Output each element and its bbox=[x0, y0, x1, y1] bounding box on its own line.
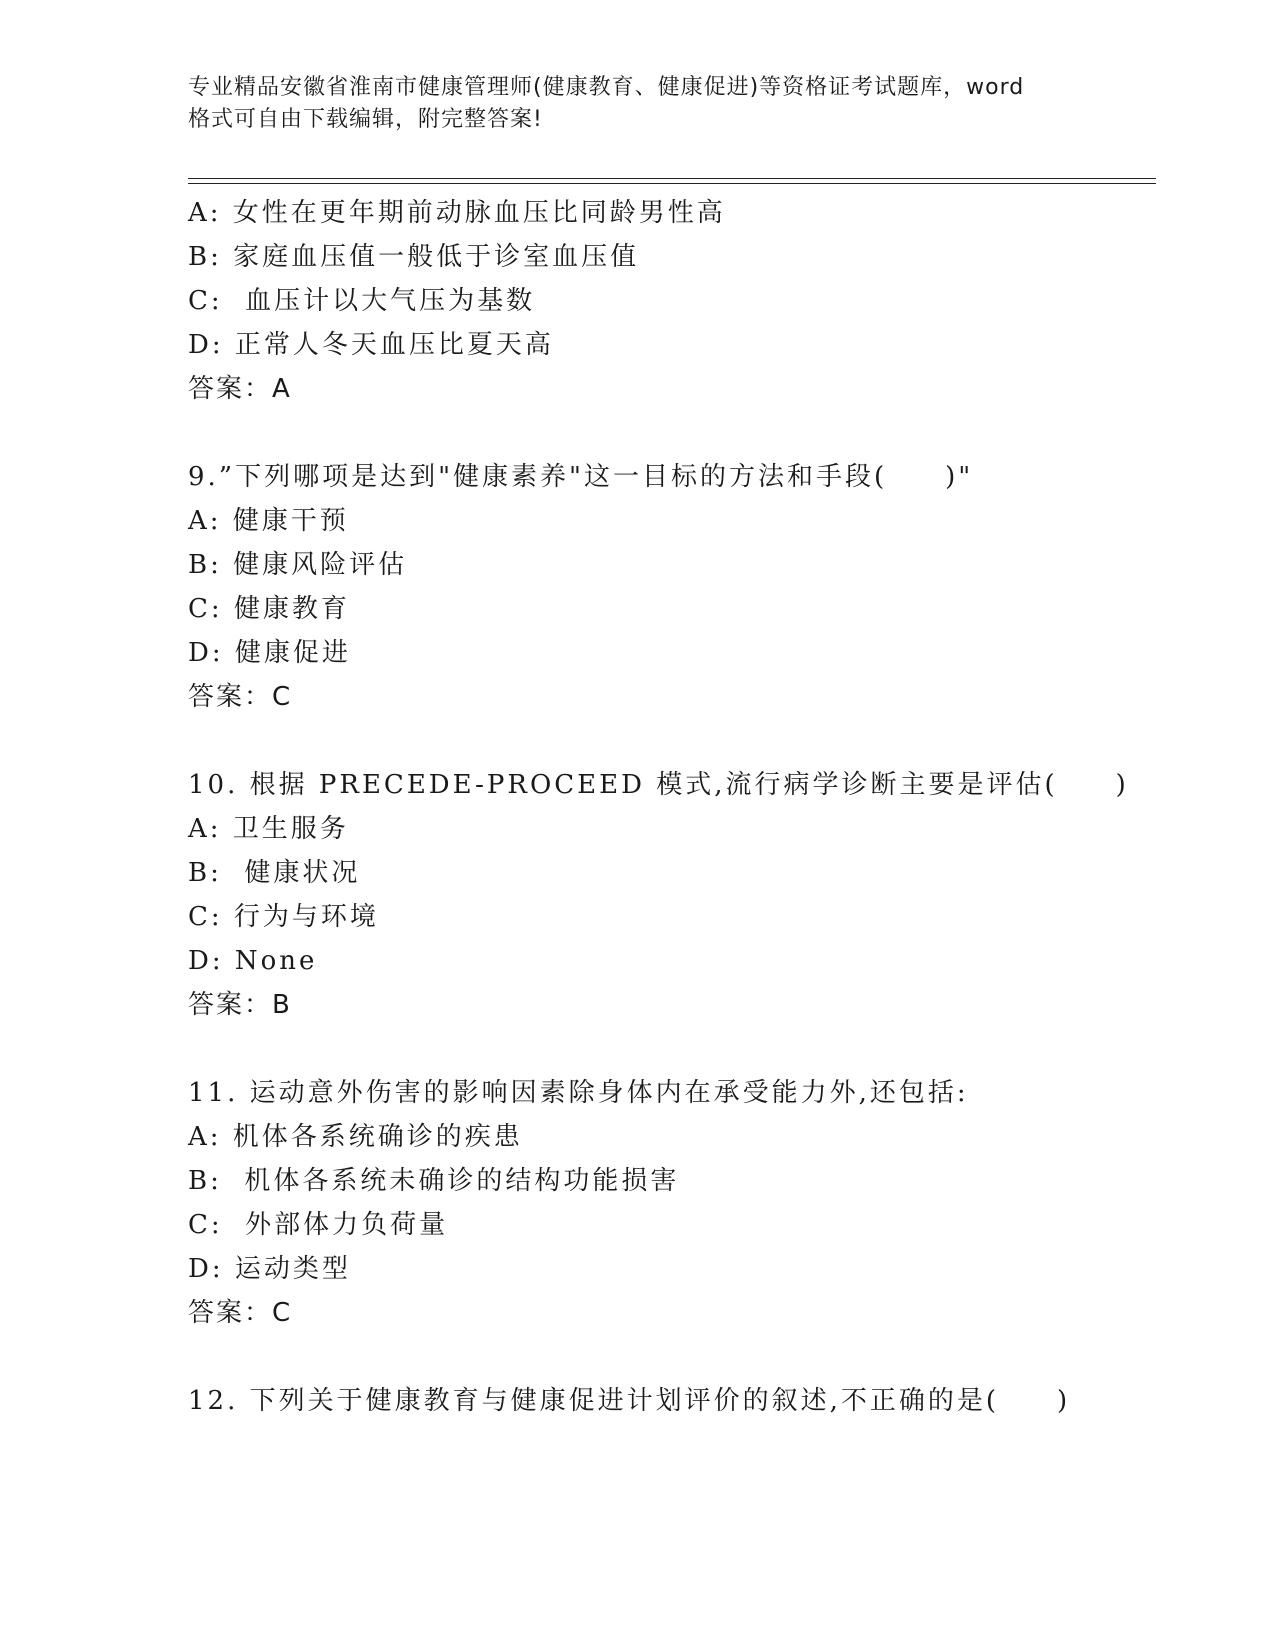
header-line-1: 专业精品安徽省淮南市健康管理师(健康教育、健康促进)等资格证考试题库，word bbox=[188, 75, 1025, 100]
header-divider-top bbox=[188, 178, 1156, 179]
q9-answer: 答案：C bbox=[188, 682, 293, 712]
q9-option-c: C: 健康教育 bbox=[188, 594, 350, 624]
q8-answer: 答案：A bbox=[188, 374, 292, 404]
q8-option-c: C: 血压计以大气压为基数 bbox=[188, 286, 536, 316]
q9-option-b: B: 健康风险评估 bbox=[188, 550, 408, 580]
q11-stem: 11. 运动意外伤害的影响因素除身体内在承受能力外,还包括: bbox=[188, 1078, 969, 1108]
header-divider-bottom bbox=[188, 183, 1156, 184]
header-line-2: 格式可自由下载编辑，附完整答案! bbox=[188, 107, 543, 132]
q10-option-c: C: 行为与环境 bbox=[188, 902, 379, 932]
q10-option-a: A: 卫生服务 bbox=[188, 814, 349, 844]
q9-stem: 9.”下列哪项是达到"健康素养"这一目标的方法和手段( )" bbox=[188, 462, 974, 492]
q10-option-d: D: None bbox=[188, 946, 318, 976]
q9-option-a: A: 健康干预 bbox=[188, 506, 349, 536]
q9-option-d: D: 健康促进 bbox=[188, 638, 351, 668]
q8-option-d: D: 正常人冬天血压比夏天高 bbox=[188, 330, 554, 360]
q11-answer: 答案：C bbox=[188, 1298, 293, 1328]
q8-option-b: B: 家庭血压值一般低于诊室血压值 bbox=[188, 242, 640, 272]
q10-answer: 答案：B bbox=[188, 990, 292, 1020]
q11-option-d: D: 运动类型 bbox=[188, 1254, 351, 1284]
q11-option-b: B: 机体各系统未确诊的结构功能损害 bbox=[188, 1166, 680, 1196]
q8-option-a: A: 女性在更年期前动脉血压比同龄男性高 bbox=[188, 198, 726, 228]
q12-stem: 12. 下列关于健康教育与健康促进计划评价的叙述,不正确的是( ) bbox=[188, 1386, 1071, 1416]
q10-stem: 10. 根据 PRECEDE-PROCEED 模式,流行病学诊断主要是评估( ) bbox=[188, 770, 1129, 800]
q11-option-c: C: 外部体力负荷量 bbox=[188, 1210, 449, 1240]
q10-option-b: B: 健康状况 bbox=[188, 858, 361, 888]
q11-option-a: A: 机体各系统确诊的疾患 bbox=[188, 1122, 523, 1152]
document-header bbox=[188, 72, 1088, 136]
